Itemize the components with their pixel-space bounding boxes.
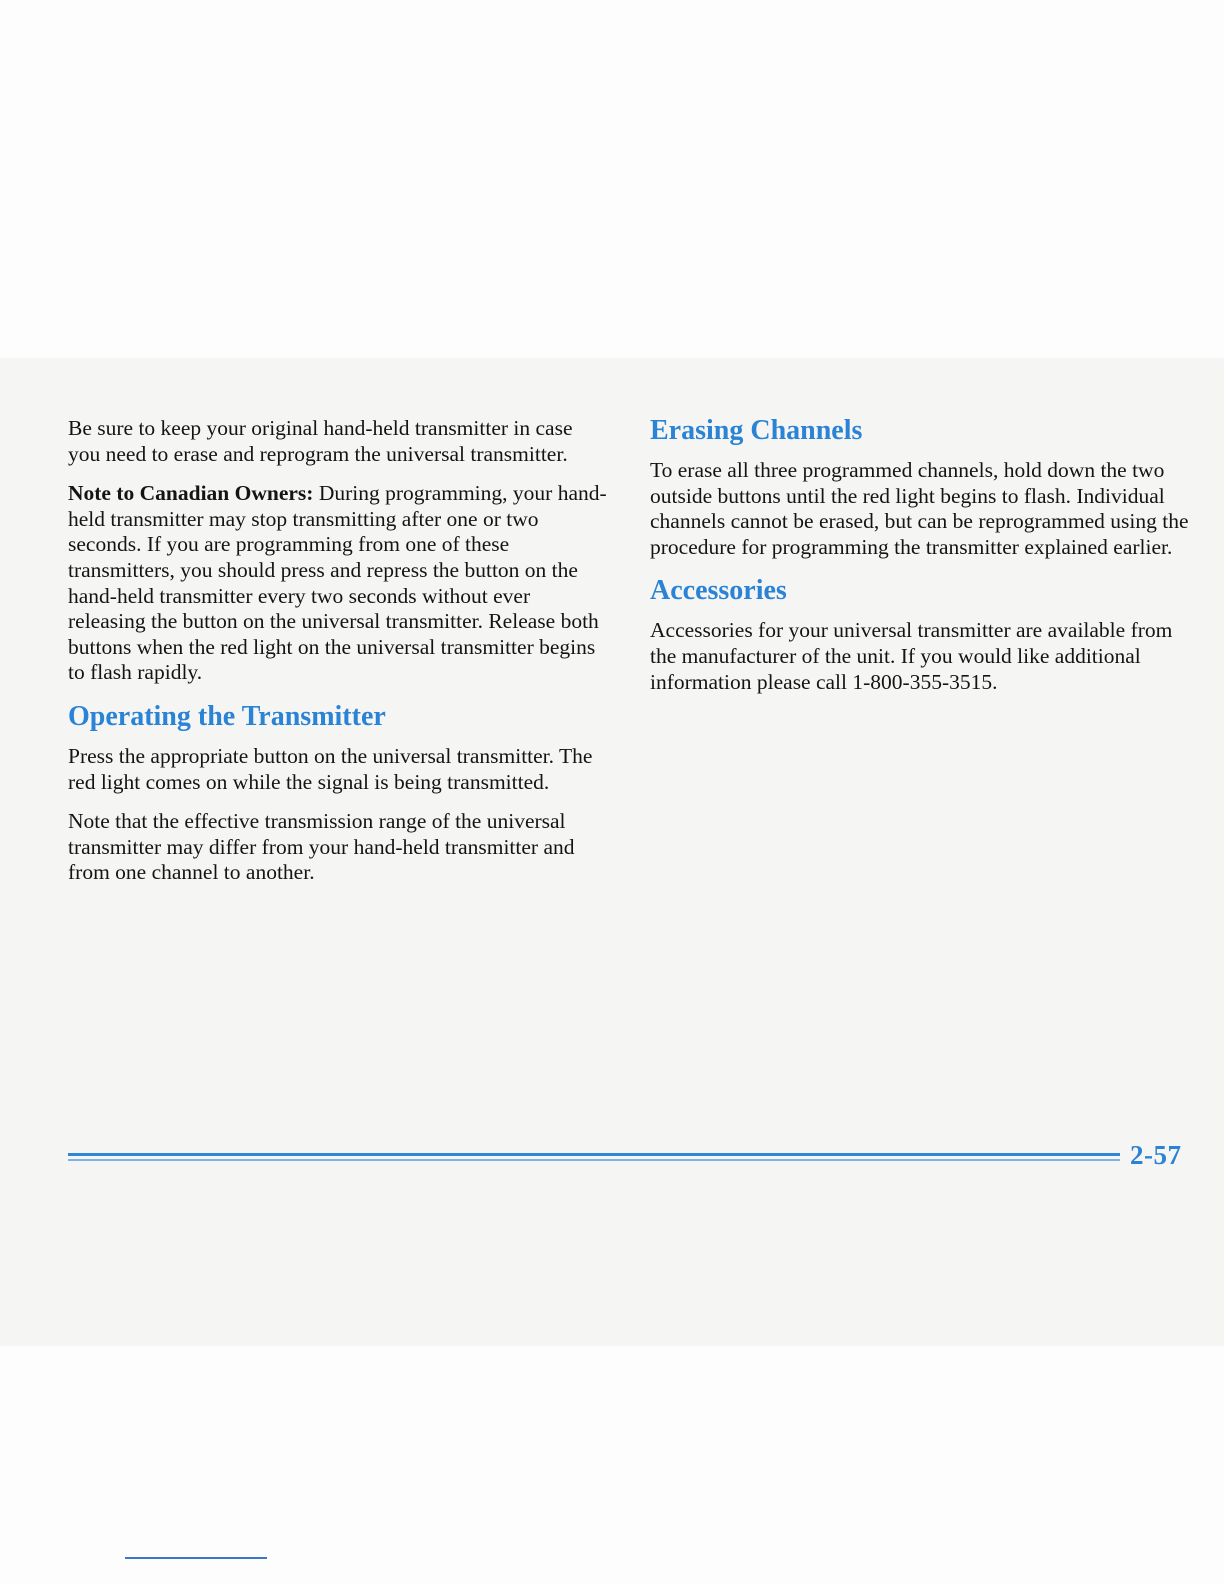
- bottom-divider: [125, 1557, 267, 1559]
- right-column: [650, 414, 1190, 709]
- footer-rule-top-line: [68, 1153, 1120, 1156]
- erasing-paragraph: To erase all three programmed channels, hold down the two outside buttons until the red light begins to flash. Individual channels cannot be erased, but can be reprogrammed using the procedure for programming the transmitter explained earlier.: [650, 458, 1189, 559]
- note-text: During programming, your hand-held transmitter may stop transmitting after one or two seconds. If you are programming from one of these transmitters, you should press and repress the button on the hand-held transmitter every two seconds without ever releasing the button on the universal transmitter. Release both buttons when the red light on the universal transmitter begins to flash rapidly.: [68, 481, 607, 685]
- heading-operating-transmitter: Operating the Transmitter: [68, 700, 386, 732]
- accessories-paragraph: Accessories for your universal transmitter are available from the manufacturer of the unit. If you would like additional information please call 1-800-355-3515.: [650, 618, 1173, 694]
- footer-rule: [68, 1153, 1120, 1163]
- operating-paragraph-1: Press the appropriate button on the universal transmitter. The red light comes on while the signal is being transmitted.: [68, 743, 593, 794]
- footer-rule-bottom-line: [68, 1159, 1120, 1161]
- intro-paragraph: Be sure to keep your original hand-held transmitter in case you need to erase and reprogram the universal transmitter.: [68, 416, 573, 466]
- operating-paragraph-2: Note that the effective transmission range of the universal transmitter may differ from your hand-held transmitter and from one channel to another.: [68, 809, 575, 885]
- canadian-owners-note: [68, 481, 608, 686]
- heading-accessories: Accessories: [650, 575, 787, 607]
- note-label: Note to Canadian Owners:: [68, 481, 314, 506]
- heading-erasing-channels: Erasing Channels: [650, 415, 863, 446]
- left-column: [68, 416, 608, 900]
- page-number: 2-57: [1130, 1140, 1182, 1170]
